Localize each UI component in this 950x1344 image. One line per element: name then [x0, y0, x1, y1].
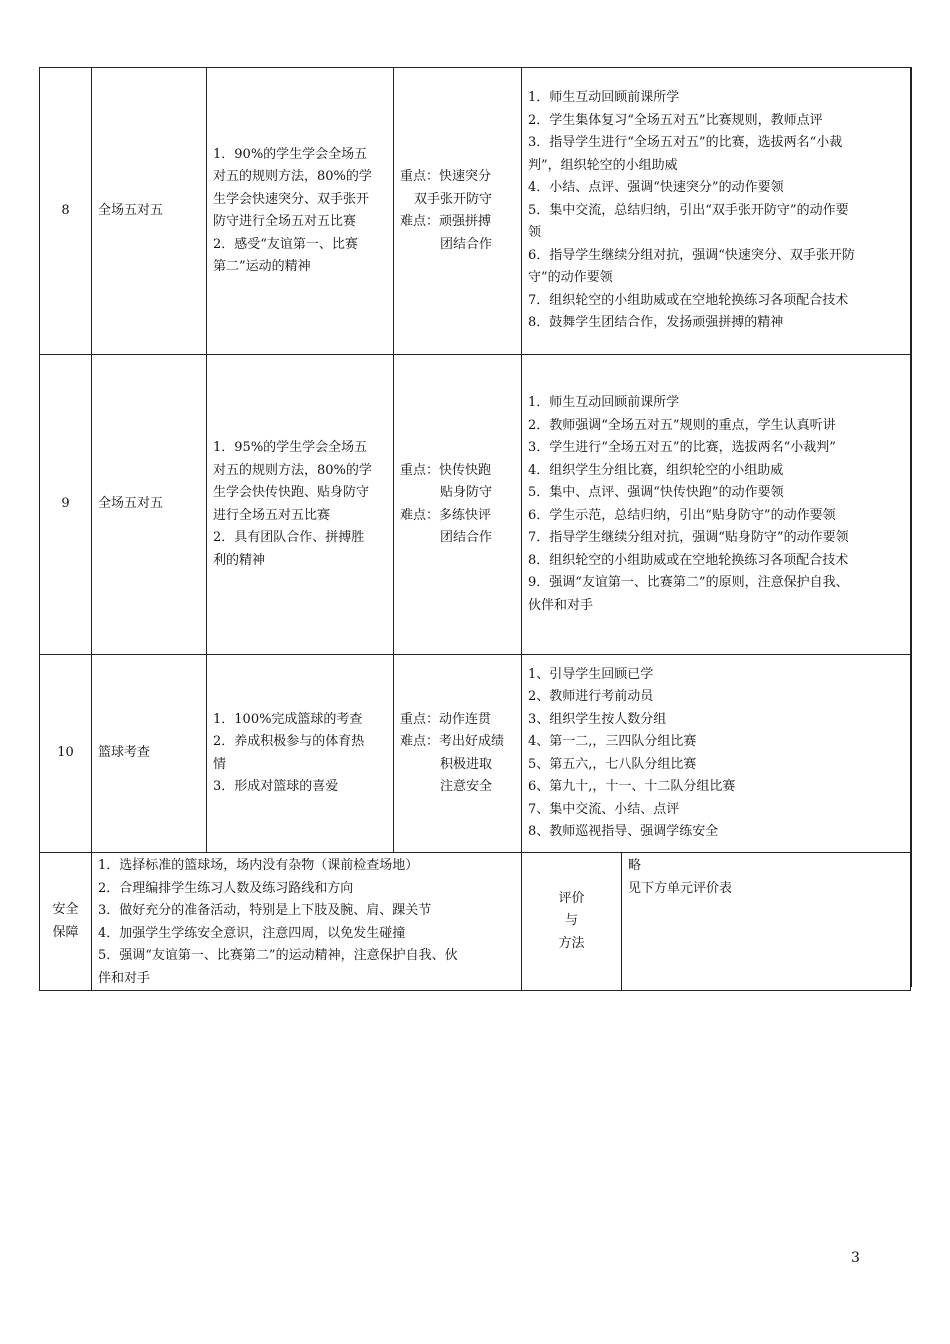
- lesson-topic: 篮球考查: [92, 655, 207, 853]
- lesson-objectives: 1．95%的学生学会全场五 对五的规则方法，80%的学 生学会快传快跑、贴身防守 进行全场五对五比赛 2．具有团队合作、拼搏胜 利的精神: [207, 355, 394, 655]
- lesson-topic: 全场五对五: [92, 68, 207, 355]
- table-row: [40, 853, 911, 991]
- safety-items: 1．选择标准的篮球场，场内没有杂物（课前检查场地） 2．合理编排学生练习人数及练习路线和方向 3．做好充分的准备活动，特别是上下肢及腕、肩、踝关节 4．加强学生学练安全意识，注意四周，以免发生碰撞 5．强调“友谊第一、比赛第二”的运动精神，注意保护自我、伙 伴和对手: [92, 853, 522, 991]
- lesson-number: 8: [40, 68, 92, 355]
- lesson-keypoints: 重点：快速突分 双手张开防守 难点：顽强拼搏 团结合作: [394, 68, 522, 355]
- lesson-keypoints: 重点：快传快跑 贴身防守 难点：多练快评 团结合作: [394, 355, 522, 655]
- safety-label: 安全 保障: [40, 853, 92, 991]
- lesson-number: 10: [40, 655, 92, 853]
- table-row: [40, 355, 911, 655]
- lesson-plan-table: [39, 67, 911, 991]
- evaluation-label: 评价 与 方法: [522, 853, 622, 991]
- page-number: 3: [851, 1250, 860, 1266]
- lesson-keypoints: 重点：动作连贯 难点：考出好成绩 积极进取 注意安全: [394, 655, 522, 853]
- lesson-steps: 1、引导学生回顾已学 2、教师进行考前动员 3、组织学生按人数分组 4、第一二,，三四队分组比赛 5、第五六,，七八队分组比赛 6、第九十,，十一、十二队分组比赛 7、集中交流、小结、点评 8、教师巡视指导、强调学练安全: [522, 655, 911, 853]
- lesson-steps: 1．师生互动回顾前课所学 2．学生集体复习“全场五对五”比赛规则，教师点评 3．指导学生进行“全场五对五”的比赛，选拔两名“小裁 判”，组织轮空的小组助威 4．小结、点评、强调“快速突分”的动作要领 5．集中交流，总结归纳，引出“双手张开防守”的动作要 领 6．指导学生继续分组对抗，强调“快速突分、双手张开防 守”的动作要领 7．组织轮空的小组助威或在空地轮换练习各项配合技术 8．鼓舞学生团结合作，发扬顽强拼搏的精神: [522, 68, 911, 355]
- lesson-number: 9: [40, 355, 92, 655]
- lesson-topic: 全场五对五: [92, 355, 207, 655]
- lesson-objectives: 1．100%完成篮球的考查 2．养成积极参与的体育热 情 3．形成对篮球的喜爱: [207, 655, 394, 853]
- table-row: [40, 68, 911, 355]
- table-right-border: [910, 67, 912, 987]
- table-row: [40, 655, 911, 853]
- lesson-steps: 1．师生互动回顾前课所学 2．教师强调“全场五对五”规则的重点，学生认真听讲 3．学生进行“全场五对五”的比赛，选拔两名“小裁判” 4．组织学生分组比赛，组织轮空的小组助威 5．集中、点评、强调“快传快跑”的动作要领 6．学生示范，总结归纳，引出“贴身防守”的动作要领 7．指导学生继续分组对抗，强调“贴身防守”的动作要领 8．组织轮空的小组助威或在空地轮换练习各项配合技术 9．强调“友谊第一、比赛第二”的原则，注意保护自我、 伙伴和对手: [522, 355, 911, 655]
- lesson-objectives: 1．90%的学生学会全场五 对五的规则方法，80%的学 生学会快速突分、双手张开 防守进行全场五对五比赛 2．感受“友谊第一、比赛 第二”运动的精神: [207, 68, 394, 355]
- evaluation-text: 略 见下方单元评价表: [622, 853, 911, 991]
